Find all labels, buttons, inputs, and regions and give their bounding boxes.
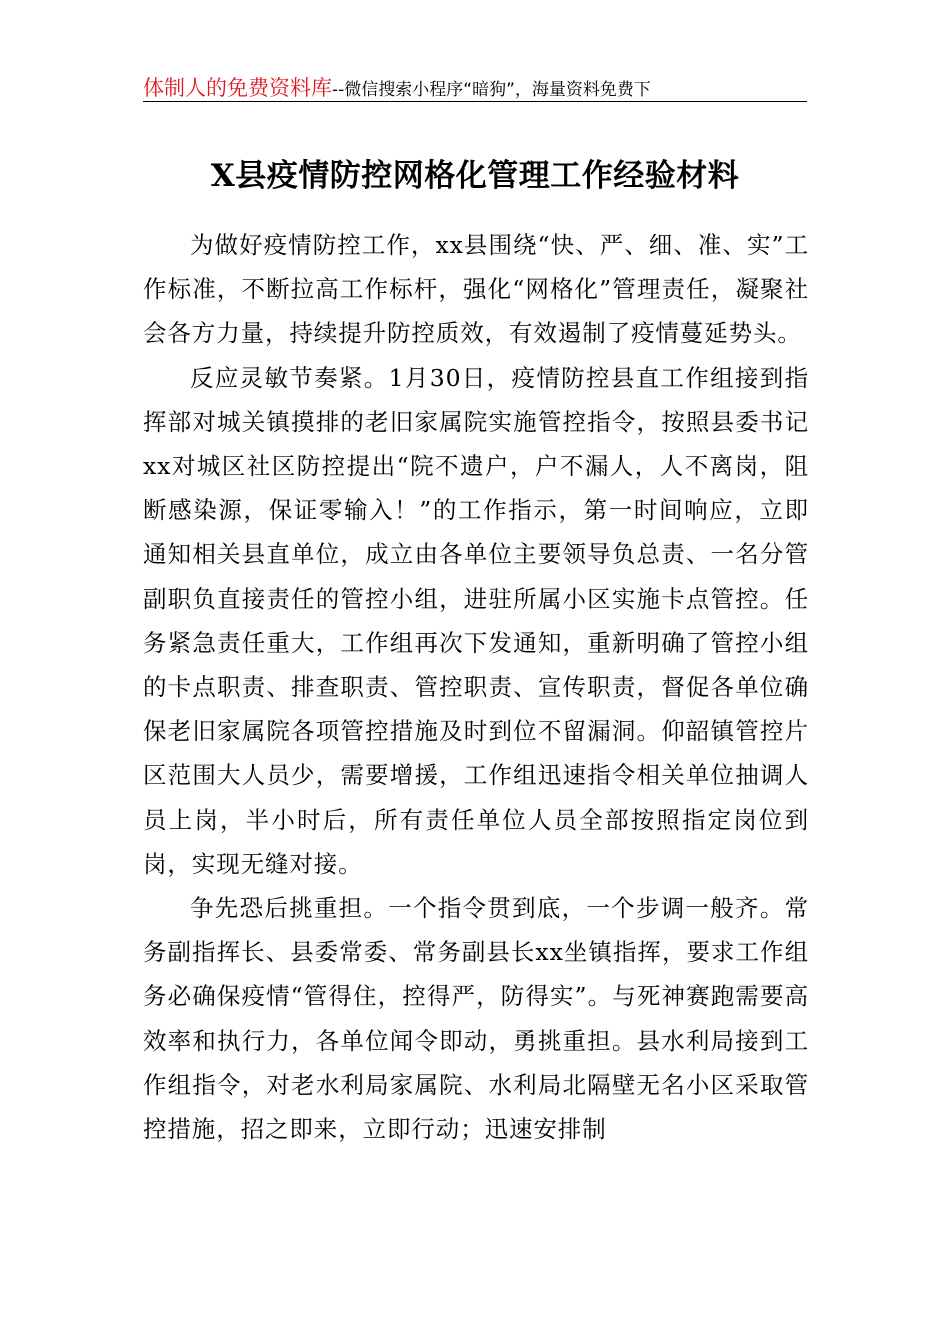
- document-title: X县疫情防控网格化管理工作经验材料: [210, 158, 740, 194]
- paragraph: 反应灵敏节奏紧。1月30日，疫情防控县直工作组接到指挥部对城关镇摸排的老旧家属院实施管控指令，按照县委书记xx对城区社区防控提出“院不遗户，户不漏人，人不离岗，阻断感染源，保证零输入！”的工作指示，第一时间响应，立即通知相关县直单位，成立由各单位主要领导负总责、一名分管副职负直接责任的管控小组，进驻所属小区实施卡点管控。任务紧急责任重大，工作组再次下发通知，重新明确了管控小组的卡点职责、排查职责、管控职责、宣传职责，督促各单位确保老旧家属院各项管控措施及时到位不留漏洞。仰韶镇管控片区范围大人员少，需要增援，工作组迅速指令相关单位抽调人员上岗，半小时后，所有责任单位人员全部按照指定岗位到岗，实现无缝对接。: [143, 363, 809, 878]
- header-brand: 体制人的免费资料库: [143, 76, 332, 100]
- document-body: [143, 223, 809, 1151]
- paragraph: 为做好疫情防控工作，xx县围绕“快、严、细、准、实”工作标准，不断拉高工作标杆，强化“网格化”管理责任，凝聚社会各方力量，持续提升防控质效，有效遏制了疫情蔓延势头。: [143, 231, 809, 348]
- header-divider: [143, 101, 807, 102]
- page-header: [143, 72, 807, 102]
- paragraph: 争先恐后挑重担。一个指令贯到底，一个步调一般齐。常务副指挥长、县委常委、常务副县长xx坐镇指挥，要求工作组务必确保疫情“管得住，控得严，防得实”。与死神赛跑需要高效率和执行力，各单位闻令即动，勇挑重担。县水利局接到工作组指令，对老水利局家属院、水利局北隔壁无名小区采取管控措施，招之即来，立即行动；迅速安排制: [143, 894, 809, 1144]
- header-note: --微信搜索小程序“暗狗”，海量资料免费下: [332, 80, 651, 100]
